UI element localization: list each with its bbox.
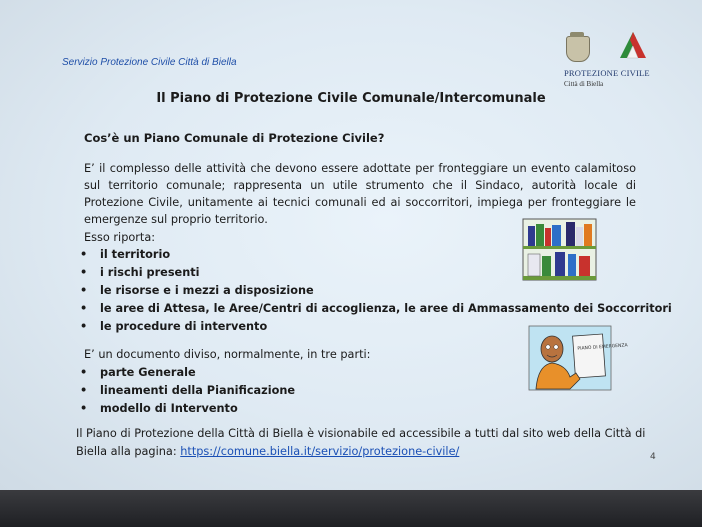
slide-title: Il Piano di Protezione Civile Comunale/Intercomunale <box>156 91 546 106</box>
list-item: • le risorse e i mezzi a disposizione <box>80 282 672 300</box>
list-item: • i rischi presenti <box>80 264 672 282</box>
service-header: Servizio Protezione Civile Città di Biella <box>62 57 237 68</box>
logo-area <box>560 28 670 94</box>
protezione-civile-logo-icon <box>616 28 650 60</box>
list-item: • le procedure di intervento <box>80 318 672 336</box>
parts-list <box>80 364 295 418</box>
logo-subtitle: Città di Biella <box>564 80 604 88</box>
room-floor <box>0 490 702 527</box>
definition-paragraph: E’ il complesso delle attività che devono essere adottate per fronteggiare un evento calamitoso sul territorio comunale; rappresenta un utile strumento che il Sindaco, autorità locale di Protezione Civile, unitamente ai tecnici comunali ed ai soccorritori, impiega per fronteggiare le emergenze sul proprio territorio. <box>84 162 636 226</box>
page-number: 4 <box>650 452 656 462</box>
parts-label: E’ un documento diviso, normalmente, in tre parti: <box>84 348 371 361</box>
list-item: • modello di Intervento <box>80 400 295 418</box>
final-paragraph <box>76 425 656 461</box>
list-item: • parte Generale <box>80 364 295 382</box>
bookshelf-illustration-icon <box>522 218 597 281</box>
city-crest-icon <box>566 36 590 62</box>
logo-title: PROTEZIONE CIVILE <box>564 68 650 78</box>
slide-question: Cos’è un Piano Comunale di Protezione Civile? <box>84 131 385 145</box>
final-text: Il Piano di Protezione della Città di Biella è visionabile ed accessibile a tutti dal sito web della Città di Biella alla pagina: <box>76 427 646 458</box>
list-item: • lineamenti della Pianificazione <box>80 382 295 400</box>
man-with-plan-illustration-icon <box>528 325 628 391</box>
protezione-civile-link[interactable]: https://comune.biella.it/servizio/protezione-civile/ <box>180 445 460 458</box>
list-item: • le aree di Attesa, le Aree/Centri di accoglienza, le aree di Ammassamento dei Soccorritori <box>80 300 672 318</box>
illustration-caption: PIANO DI EMERGENZA <box>577 343 628 352</box>
reports-label: Esso riporta: <box>84 231 156 244</box>
list-item: • il territorio <box>80 246 672 264</box>
